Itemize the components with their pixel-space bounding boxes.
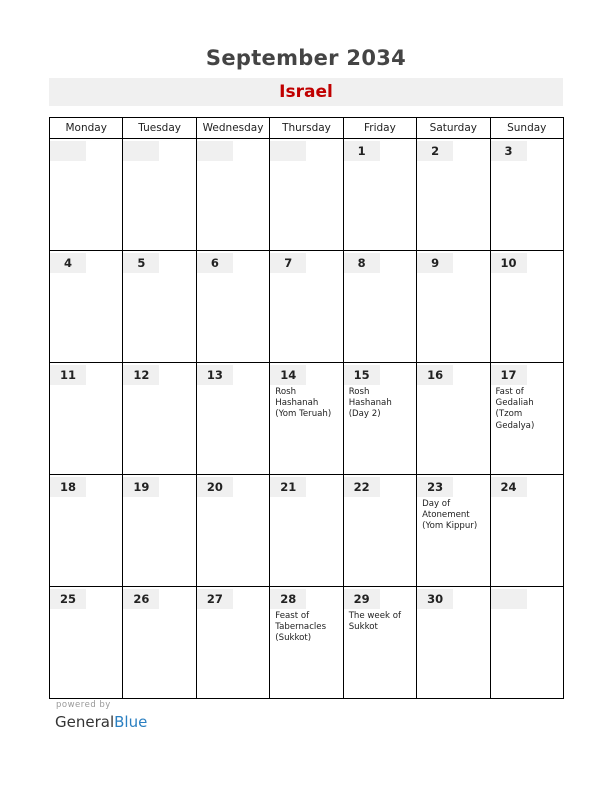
day-number: 27 — [206, 592, 223, 606]
day-number-strip — [50, 477, 86, 497]
day-number-strip — [123, 589, 159, 609]
day-number-strip — [197, 589, 233, 609]
day-cell — [343, 139, 416, 251]
weekday-header: Monday — [50, 118, 123, 139]
day-number: 8 — [357, 256, 366, 270]
day-cell — [417, 587, 490, 699]
day-number-strip — [417, 589, 453, 609]
day-number-strip — [197, 477, 233, 497]
weekday-header: Tuesday — [123, 118, 196, 139]
holiday-event-line: (Yom Teruah) — [275, 409, 332, 420]
day-cell — [270, 587, 343, 699]
day-number-strip — [491, 253, 527, 273]
day-number-strip — [123, 477, 159, 497]
day-cell — [123, 251, 196, 363]
day-number-strip — [491, 141, 527, 161]
week-row — [50, 139, 564, 251]
holiday-event-line: Feast of — [275, 611, 310, 621]
holiday-event-line: Day of — [422, 499, 451, 509]
day-cell — [490, 587, 563, 699]
day-number-strip — [344, 589, 380, 609]
day-cell — [196, 587, 269, 699]
generalblue-logo[interactable] — [55, 713, 147, 731]
day-cell — [417, 139, 490, 251]
day-number-strip — [123, 253, 159, 273]
day-cell — [196, 251, 269, 363]
day-number-strip — [50, 141, 86, 161]
day-cell — [417, 251, 490, 363]
day-number-strip — [50, 589, 86, 609]
weekday-header: Thursday — [270, 118, 343, 139]
day-number: 16 — [427, 368, 444, 382]
day-number: 25 — [59, 592, 76, 606]
holiday-event — [417, 497, 489, 533]
day-cell — [270, 475, 343, 587]
day-number-strip — [270, 589, 306, 609]
day-number: 6 — [210, 256, 219, 270]
day-number: 28 — [280, 592, 297, 606]
day-number: 10 — [500, 256, 517, 270]
day-number-strip — [491, 365, 527, 385]
day-cell — [123, 139, 196, 251]
day-number: 12 — [133, 368, 150, 382]
day-cell — [50, 363, 123, 475]
day-number-strip — [270, 141, 306, 161]
day-number: 4 — [63, 256, 72, 270]
day-number: 13 — [206, 368, 223, 382]
week-row — [50, 475, 564, 587]
day-number-strip — [491, 477, 527, 497]
country-banner — [49, 78, 563, 106]
day-cell — [123, 475, 196, 587]
day-cell — [490, 363, 563, 475]
day-cell — [343, 475, 416, 587]
day-number-strip — [344, 477, 380, 497]
holiday-event-line: Gedaliah — [495, 398, 534, 409]
day-number: 15 — [353, 368, 370, 382]
day-number-strip — [197, 253, 233, 273]
holiday-event-line: Hashanah — [275, 398, 319, 409]
brand-blue: Blue — [114, 713, 148, 731]
day-cell — [417, 363, 490, 475]
day-number-strip — [344, 365, 380, 385]
day-number: 22 — [353, 480, 370, 494]
day-number-strip — [491, 589, 527, 609]
day-number-strip — [123, 141, 159, 161]
day-cell — [490, 139, 563, 251]
holiday-event-line: Tabernacles — [275, 622, 327, 633]
day-number: 2 — [431, 144, 440, 158]
day-number: 17 — [500, 368, 517, 382]
weekday-header: Sunday — [490, 118, 563, 139]
day-number-strip — [197, 141, 233, 161]
day-number: 24 — [500, 480, 517, 494]
day-cell — [196, 363, 269, 475]
day-cell — [417, 475, 490, 587]
holiday-event-line: Gedalya) — [495, 420, 535, 431]
day-number: 14 — [280, 368, 297, 382]
holiday-event-line: Sukkot — [348, 622, 378, 633]
day-number: 30 — [427, 592, 444, 606]
day-cell — [123, 363, 196, 475]
holiday-event — [344, 385, 416, 421]
day-number-strip — [417, 253, 453, 273]
day-number-strip — [417, 477, 453, 497]
weekday-header: Friday — [343, 118, 416, 139]
day-cell — [196, 139, 269, 251]
day-cell — [343, 251, 416, 363]
day-number: 19 — [133, 480, 150, 494]
brand-general: General — [55, 713, 115, 731]
day-number: 11 — [59, 368, 76, 382]
day-cell — [270, 139, 343, 251]
holiday-event — [270, 609, 342, 645]
day-cell — [490, 475, 563, 587]
day-cell — [50, 475, 123, 587]
day-cell — [123, 587, 196, 699]
holiday-event-line: (Day 2) — [348, 409, 381, 420]
holiday-event-line: Hashanah — [348, 398, 392, 409]
day-number-strip — [417, 365, 453, 385]
day-cell — [50, 139, 123, 251]
holiday-event-line: Rosh — [275, 387, 297, 397]
week-row — [50, 587, 564, 699]
holiday-event-line: Fast of — [495, 387, 524, 397]
day-number-strip — [50, 365, 86, 385]
day-number-strip — [417, 141, 453, 161]
country-label: Israel — [279, 82, 333, 102]
day-cell — [50, 587, 123, 699]
day-cell — [196, 475, 269, 587]
day-number-strip — [270, 477, 306, 497]
day-number-strip — [344, 253, 380, 273]
weekday-header: Saturday — [417, 118, 490, 139]
calendar-body — [50, 139, 564, 699]
holiday-event-line: The week of — [348, 611, 401, 621]
day-number: 29 — [353, 592, 370, 606]
day-number: 26 — [133, 592, 150, 606]
day-number-strip — [270, 253, 306, 273]
page-title: September 2034 — [205, 46, 407, 70]
day-number: 3 — [504, 144, 513, 158]
weekday-header: Wednesday — [196, 118, 269, 139]
holiday-event — [491, 385, 563, 432]
day-number: 21 — [280, 480, 297, 494]
day-number-strip — [344, 141, 380, 161]
calendar-grid — [49, 117, 564, 699]
holiday-event-line: (Sukkot) — [275, 633, 312, 644]
holiday-event — [344, 609, 416, 633]
week-row — [50, 363, 564, 475]
day-number: 1 — [357, 144, 366, 158]
powered-by-text: powered by — [56, 700, 111, 710]
holiday-event-line: Rosh — [348, 387, 370, 397]
day-number-strip — [50, 253, 86, 273]
holiday-event-line: Atonement — [422, 510, 470, 521]
day-cell — [50, 251, 123, 363]
day-cell — [490, 251, 563, 363]
day-cell — [270, 251, 343, 363]
day-cell — [343, 363, 416, 475]
holiday-event-line: (Tzom — [495, 409, 523, 420]
day-number-strip — [123, 365, 159, 385]
day-number: 5 — [137, 256, 146, 270]
day-cell — [343, 587, 416, 699]
day-cell — [270, 363, 343, 475]
day-number-strip — [270, 365, 306, 385]
weekday-header-row — [50, 118, 564, 139]
week-row — [50, 251, 564, 363]
day-number: 9 — [431, 256, 440, 270]
day-number-strip — [197, 365, 233, 385]
day-number: 20 — [206, 480, 223, 494]
day-number: 7 — [284, 256, 293, 270]
day-number: 18 — [59, 480, 76, 494]
day-number: 23 — [427, 480, 444, 494]
holiday-event — [270, 385, 342, 421]
holiday-event-line: (Yom Kippur) — [422, 521, 478, 532]
